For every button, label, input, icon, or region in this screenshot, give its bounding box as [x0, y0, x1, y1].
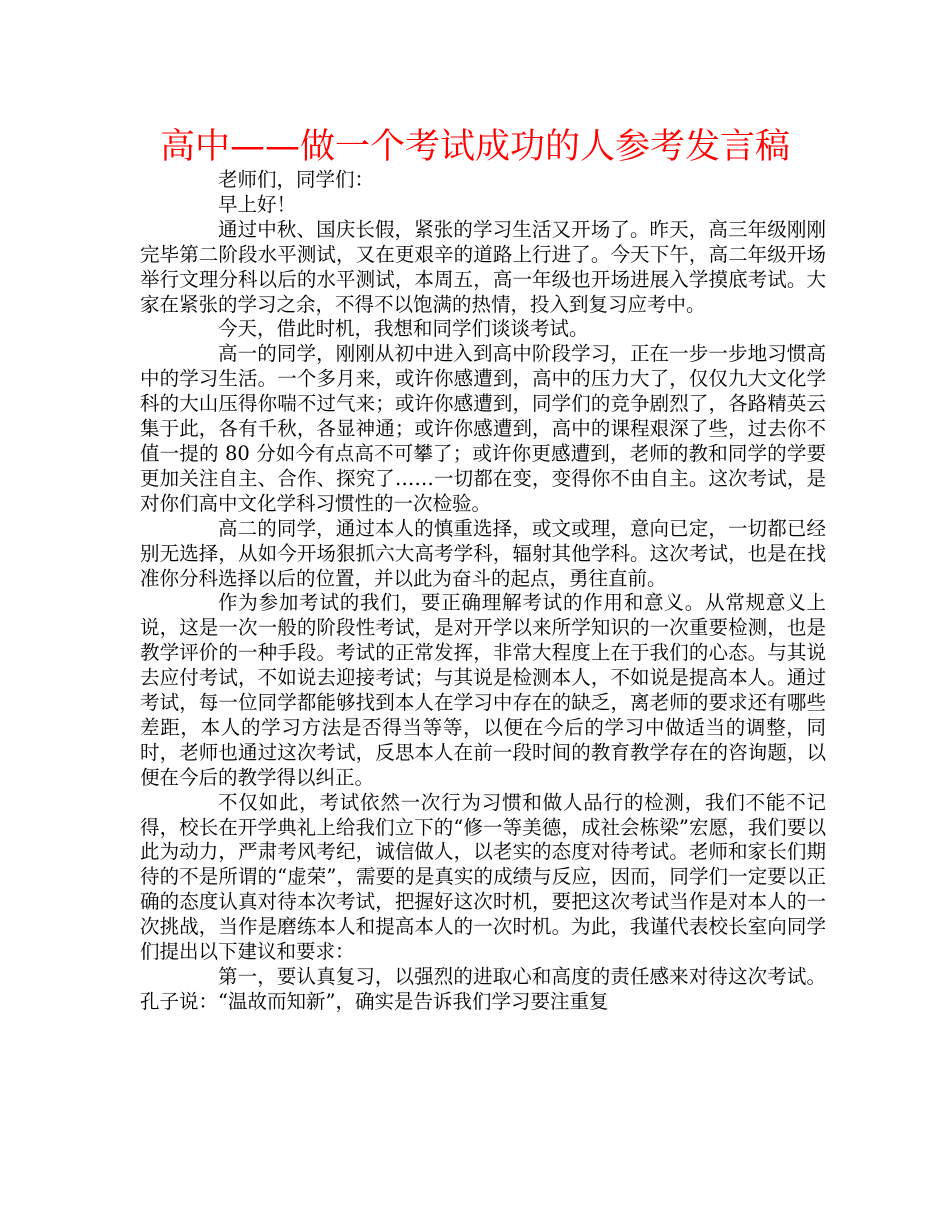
- body-paragraph: 第一，要认真复习，以强烈的进取心和高度的责任感来对待这次考试。孔子说：“温故而知新”，确实是告诉我们学习要注重复: [140, 965, 826, 1013]
- document-title: 高中——做一个考试成功的人参考发言稿: [159, 127, 790, 167]
- body-paragraph: 高一的同学，刚刚从初中进入到高中阶段学习，正在一步一步地习惯高中的学习生活。一个多月来，或许你感遭到，高中的压力大了，仅仅九大文化学科的大山压得你喘不过气来；或许你感遭到，同学们的竞争剧烈了，各路精英云集于此，各有千秋，各显神通；或许你感遭到，高中的课程艰深了些，过去你不值一提的 80 分如今有点高不可攀了；或许你更感遭到，老师的教和同学的学要更加关注自主、合作、探究了……一切都在变，变得你不由自主。这次考试，是对你们高中文化学科习惯性的一次检验。: [140, 342, 826, 515]
- body-paragraph: 作为参加考试的我们，要正确理解考试的作用和意义。从常规意义上说，这是一次一般的阶段性考试，是对开学以来所学知识的一次重要检测，也是教学评价的一种手段。考试的正常发挥，非常大程度上在于我们的心态。与其说去应付考试，不如说去迎接考试；与其说是检测本人，不如说是提高本人。通过考试，每一位同学都能够找到本人在学习中存在的缺乏，离老师的要求还有哪些差距，本人的学习方法是否得当等等，以便在今后的学习中做适当的调整，同时，老师也通过这次考试，反思本人在前一段时间的教育教学存在的咨询题，以便在今后的教学得以纠正。: [140, 591, 826, 789]
- greeting: 早上好！: [218, 192, 297, 216]
- document-body: [140, 168, 826, 1015]
- body-paragraph: 通过中秋、国庆长假，紧张的学习生活又开场了。昨天，高三年级刚刚完毕第二阶段水平测试，又在更艰辛的道路上行进了。今天下午，高二年级开场举行文理分科以后的水平测试，本周五，高一年级也开场进展入学摸底考试。大家在紧张的学习之余，不得不以饱满的热情，投入到复习应考中。: [140, 217, 826, 316]
- body-paragraph: 不仅如此，考试依然一次行为习惯和做人品行的检测，我们不能不记得，校长在开学典礼上给我们立下的“修一等美德，成社会栋梁”宏愿，我们要以此为动力，严肃考风考纪，诚信做人，以老实的态度对待考试。老师和家长们期待的不是所谓的“虚荣”，需要的是真实的成绩与反应，因而，同学们一定要以正确的态度认真对待本次考试，把握好这次时机，要把这次考试当作是对本人的一次挑战，当作是磨练本人和提高本人的一次时机。为此，我谨代表校长室向同学们提出以下建议和要求：: [140, 790, 826, 964]
- body-paragraph: 今天，借此时机，我想和同学们谈谈考试。: [218, 317, 589, 341]
- salutation: 老师们，同学们：: [218, 168, 375, 191]
- body-paragraph: 高二的同学，通过本人的慎重选择，或文或理，意向已定，一切都已经别无选择，从如今开场狠抓六大高考学科，辐射其他学科。这次考试，也是在找准你分科选择以后的位置，并以此为奋斗的起点，勇往直前。: [140, 516, 826, 590]
